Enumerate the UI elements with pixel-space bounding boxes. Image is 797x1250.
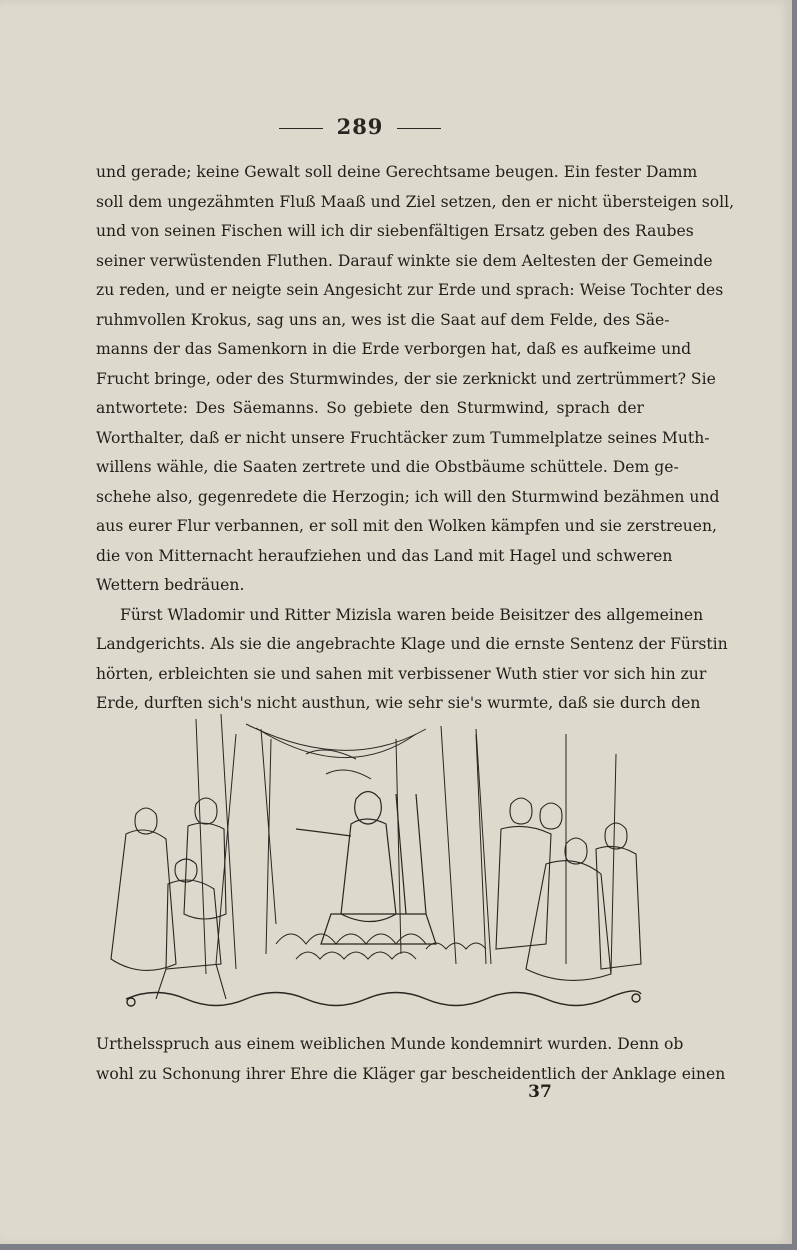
engraving-court-scene-icon bbox=[96, 714, 648, 1014]
text-line: und von seinen Fischen will ich dir siebenfältigen Ersatz geben des Raubes bbox=[96, 222, 694, 240]
text-line: aus eurer Flur verbannen, er soll mit den Wolken kämpfen und sie zerstreuen, bbox=[96, 517, 717, 535]
text-line: Worthalter, daß er nicht unsere Fruchtäcker zum Tummelplatze seines Muth- bbox=[96, 428, 710, 447]
text-line: Landgerichts. Als sie die angebrachte Klage und die ernste Sentenz der Fürstin bbox=[96, 635, 728, 653]
text-line: antwortete: Des Säemanns. So gebiete den Sturmwind, sprach der bbox=[96, 399, 644, 417]
signature-mark: 37 bbox=[528, 1082, 552, 1102]
text-line: Fürst Wladomir und Ritter Mizisla waren beide Beisitzer des allgemeinen bbox=[120, 605, 704, 624]
page-number: 289 bbox=[336, 114, 384, 139]
text-line: soll dem ungezähmten Fluß Maaß und Ziel setzen, den er nicht übersteigen soll, bbox=[96, 192, 735, 211]
text-line: Erde, durften sich's nicht austhun, wie sehr sie's wurmte, daß sie durch den bbox=[96, 694, 701, 712]
text-line: schehe also, gegenredete die Herzogin; ich will den Sturmwind bezähmen und bbox=[96, 487, 720, 506]
text-line: und gerade; keine Gewalt soll deine Gerechtsame beugen. Ein fester Damm bbox=[96, 163, 698, 181]
text-line: wohl zu Schonung ihrer Ehre die Kläger gar bescheidentlich der Anklage einen bbox=[96, 1064, 726, 1083]
header-rule-right bbox=[397, 128, 441, 129]
text-line: Urthelsspruch aus einem weiblichen Munde kondemnirt wurden. Denn ob bbox=[96, 1035, 684, 1053]
running-head bbox=[0, 114, 720, 139]
text-line: Frucht bringe, oder des Sturmwindes, der sie zerknickt und zertrümmert? Sie bbox=[96, 369, 716, 388]
text-line: hörten, erbleichten sie und sahen mit verbissener Wuth stier vor sich hin zur bbox=[96, 664, 707, 683]
text-line: manns der das Samenkorn in die Erde verborgen hat, daß es aufkeime und bbox=[96, 340, 692, 358]
text-line: willens wähle, die Saaten zertrete und die Obstbäume schüttele. Dem ge- bbox=[96, 458, 679, 476]
header-rule-left bbox=[279, 128, 323, 129]
text-line: die von Mitternacht heraufziehen und das Land mit Hagel und schweren bbox=[96, 546, 673, 565]
text-line: ruhmvollen Krokus, sag uns an, wes ist die Saat auf dem Felde, des Säe- bbox=[96, 310, 670, 329]
text-line: seiner verwüstenden Fluthen. Darauf winkte sie dem Aeltesten der Gemeinde bbox=[96, 251, 713, 270]
body-text-bottom bbox=[96, 1030, 726, 1089]
body-text-top bbox=[96, 158, 735, 719]
text-line: Wettern bedräuen. bbox=[96, 576, 245, 594]
text-line: zu reden, und er neigte sein Angesicht zur Erde und sprach: Weise Tochter des bbox=[96, 281, 724, 299]
